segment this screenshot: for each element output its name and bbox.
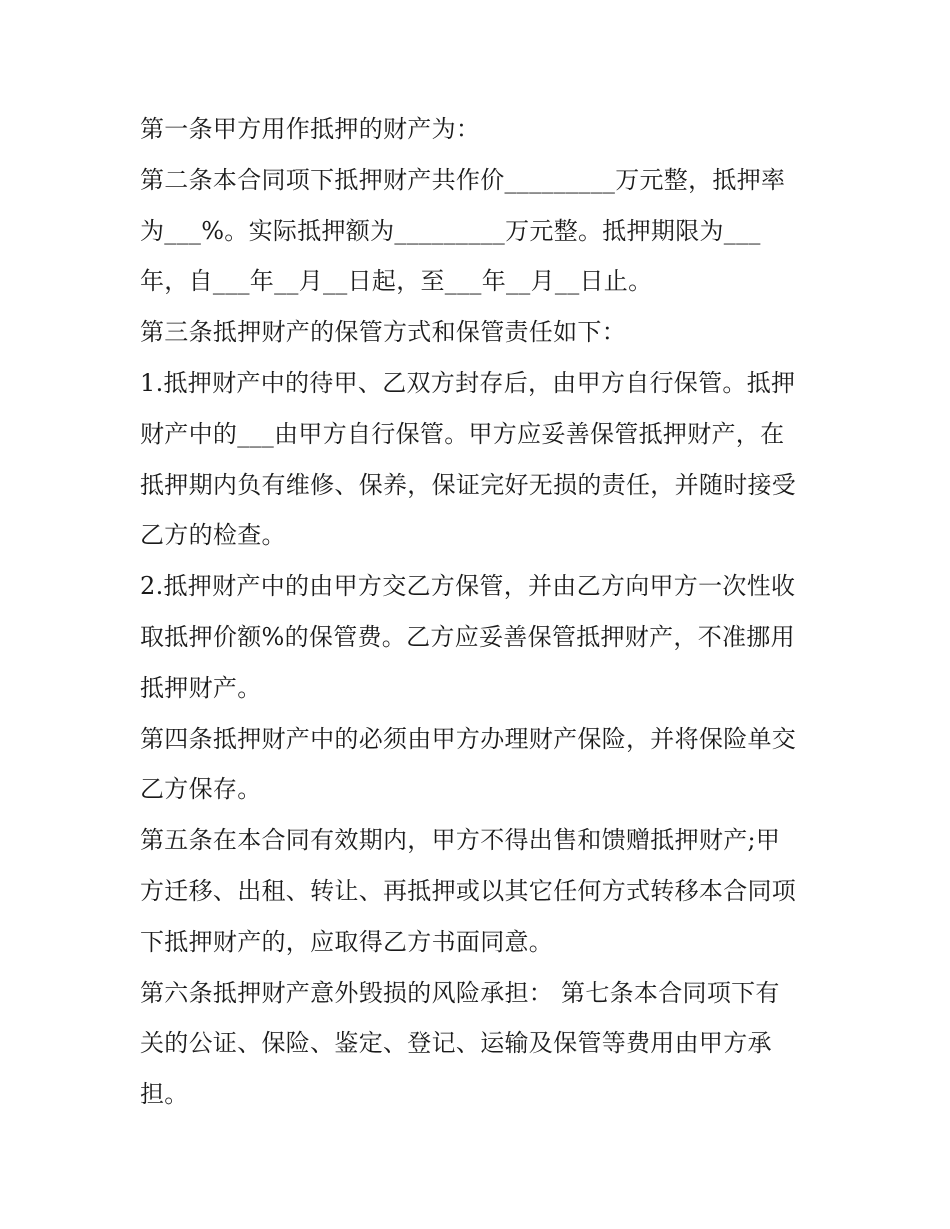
article-3-item-1-line-1: 1.抵押财产中的待甲、乙双方封存后，由甲方自行保管。抵押 [140, 368, 796, 397]
article-5-line-2: 方迁移、出租、转让、再抵押或以其它任何方式转移本合同项 [140, 876, 797, 905]
article-7-line-2: 关的公证、保险、鉴定、登记、运输及保管等费用由甲方承 [140, 1029, 772, 1058]
article-3-item-1-line-4: 乙方的检查。 [140, 521, 286, 550]
article-4-line-1: 第四条抵押财产中的必须由甲方办理财产保险，并将保险单交 [140, 724, 797, 753]
article-3-item-2-line-1: 2.抵押财产中的由甲方交乙方保管，并由乙方向甲方一次性收 [140, 572, 796, 601]
contract-text-body [140, 104, 830, 1120]
article-3-line: 第三条抵押财产的保管方式和保管责任如下： [140, 318, 626, 347]
article-6-7-line-1: 第六条抵押财产意外毁损的风险承担： 第七条本合同项下有 [140, 978, 780, 1007]
article-5-line-1: 第五条在本合同有效期内，甲方不得出售和馈赠抵押财产;甲 [140, 826, 781, 855]
article-4-line-2: 乙方保存。 [140, 775, 262, 804]
article-3-item-2-line-2: 取抵押价额%的保管费。乙方应妥善保管抵押财产，不准挪用 [140, 622, 795, 651]
article-1-line: 第一条甲方用作抵押的财产为： [140, 115, 481, 143]
article-2-line-2: 为___%。实际抵押额为_________万元整。抵押期限为___ [140, 216, 761, 245]
article-5-line-3: 下抵押财产的，应取得乙方书面同意。 [140, 927, 554, 956]
article-2-line-3: 年，自___年__月__日起，至___年__月__日止。 [140, 267, 653, 296]
article-3-item-1-line-2: 财产中的___由甲方自行保管。甲方应妥善保管抵押财产，在 [140, 419, 785, 448]
article-7-line-3: 担。 [140, 1080, 189, 1109]
article-3-item-1-line-3: 抵押期内负有维修、保养，保证完好无损的责任，并随时接受 [140, 470, 797, 499]
article-2-line-1: 第二条本合同项下抵押财产共作价_________万元整，抵押率 [140, 165, 786, 194]
article-3-item-2-line-3: 抵押财产。 [140, 673, 262, 702]
